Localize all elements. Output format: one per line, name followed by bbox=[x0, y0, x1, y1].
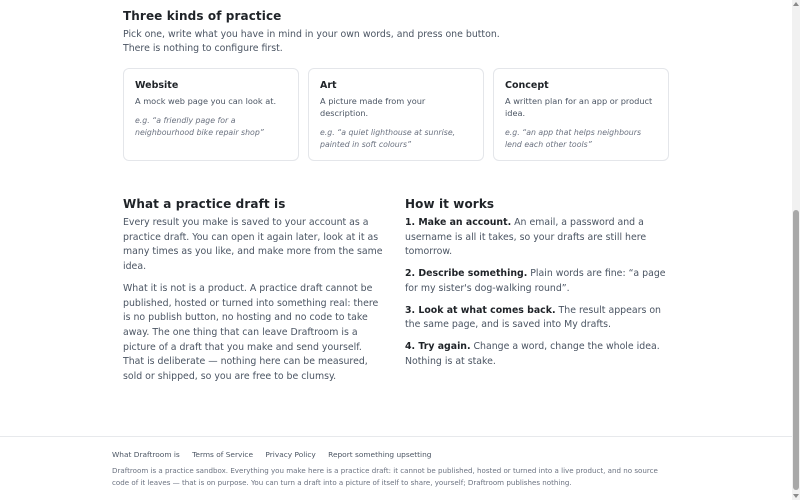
card-website[interactable] bbox=[123, 68, 299, 161]
practice-cards bbox=[123, 68, 670, 161]
how-title: How it works bbox=[405, 197, 495, 211]
card-concept[interactable] bbox=[493, 68, 669, 161]
step-2 bbox=[405, 267, 673, 296]
step-label: 4. Try again. bbox=[405, 340, 471, 352]
step-4 bbox=[405, 340, 673, 369]
scroll-thumb[interactable] bbox=[793, 210, 799, 490]
card-example: e.g. “a quiet lighthouse at sunrise, painted in soft colours” bbox=[320, 128, 456, 149]
practice-title: Three kinds of practice bbox=[123, 9, 282, 23]
card-example: e.g. “a friendly page for a neighbourhood bike repair shop” bbox=[135, 116, 264, 137]
draft-paragraph-1: Every result you make is saved to your account as a practice draft. You can open it again later, look at it as many times as you like, and make more from the same idea. bbox=[123, 217, 383, 273]
scroll-down-icon[interactable] bbox=[793, 494, 799, 498]
footer bbox=[0, 436, 792, 500]
step-label: 2. Describe something. bbox=[405, 268, 528, 280]
step-text: The result appears on the same page, and is saved into My drafts. bbox=[405, 304, 662, 331]
card-art[interactable] bbox=[308, 68, 484, 161]
card-title: Website bbox=[135, 80, 179, 91]
scroll-up-icon[interactable] bbox=[793, 2, 799, 6]
step-3 bbox=[405, 304, 673, 333]
footer-link-privacy[interactable]: Privacy Policy bbox=[265, 450, 316, 459]
footer-link-about[interactable]: What Draftroom is bbox=[112, 450, 180, 459]
step-label: 3. Look at what comes back. bbox=[405, 304, 556, 316]
card-title: Art bbox=[320, 80, 337, 91]
footer-links bbox=[112, 450, 441, 459]
page-scrollbar[interactable] bbox=[792, 0, 800, 500]
step-label: 1. Make an account. bbox=[405, 217, 512, 228]
draft-paragraph-2: What it is not is a product. A practice draft cannot be published, hosted or turned into something real: there is no publish button, no hosting and no code to take away. The one thing that can leave Draftroom is a picture of a draft that you make and send yourself. That is deliberate — nothing here can be measured, sold or shipped, so you are free to be clumsy. bbox=[123, 282, 379, 383]
intro-line-1: Pick one, write what you have in mind in your own words, and press one button. bbox=[123, 29, 500, 40]
step-text: Plain words are fine: “a page for my sister's dog-walking round”. bbox=[405, 268, 666, 294]
draft-section bbox=[123, 216, 385, 392]
card-description: A picture made from your description. bbox=[320, 96, 426, 118]
footer-note: Draftroom is a practice sandbox. Everything you make here is a practice draft: it cannot be published, hosted or turned into a live product, and no source code of it leaves — that is on purpose. You can turn a draft into a picture of itself to share, yourself; Draftroom publishes nothing. bbox=[112, 466, 658, 487]
step-1 bbox=[405, 216, 673, 260]
step-text: An email, a password and a username is all it takes, so your drafts are still here tomorrow. bbox=[405, 217, 647, 258]
draft-title: What a practice draft is bbox=[123, 197, 286, 211]
card-description: A mock web page you can look at. bbox=[135, 96, 277, 106]
intro-line-2: There is nothing to configure first. bbox=[123, 43, 283, 54]
card-example: e.g. “an app that helps neighbours lend each other tools” bbox=[505, 128, 642, 149]
practice-intro bbox=[123, 28, 523, 56]
footer-link-report[interactable]: Report something upsetting bbox=[328, 450, 432, 459]
card-title: Concept bbox=[505, 80, 549, 91]
footer-link-terms[interactable]: Terms of Service bbox=[192, 450, 254, 459]
step-text: Change a word, change the whole idea. Nothing is at stake. bbox=[405, 340, 660, 367]
card-description: A written plan for an app or product idea. bbox=[505, 96, 653, 118]
how-steps bbox=[405, 216, 673, 376]
